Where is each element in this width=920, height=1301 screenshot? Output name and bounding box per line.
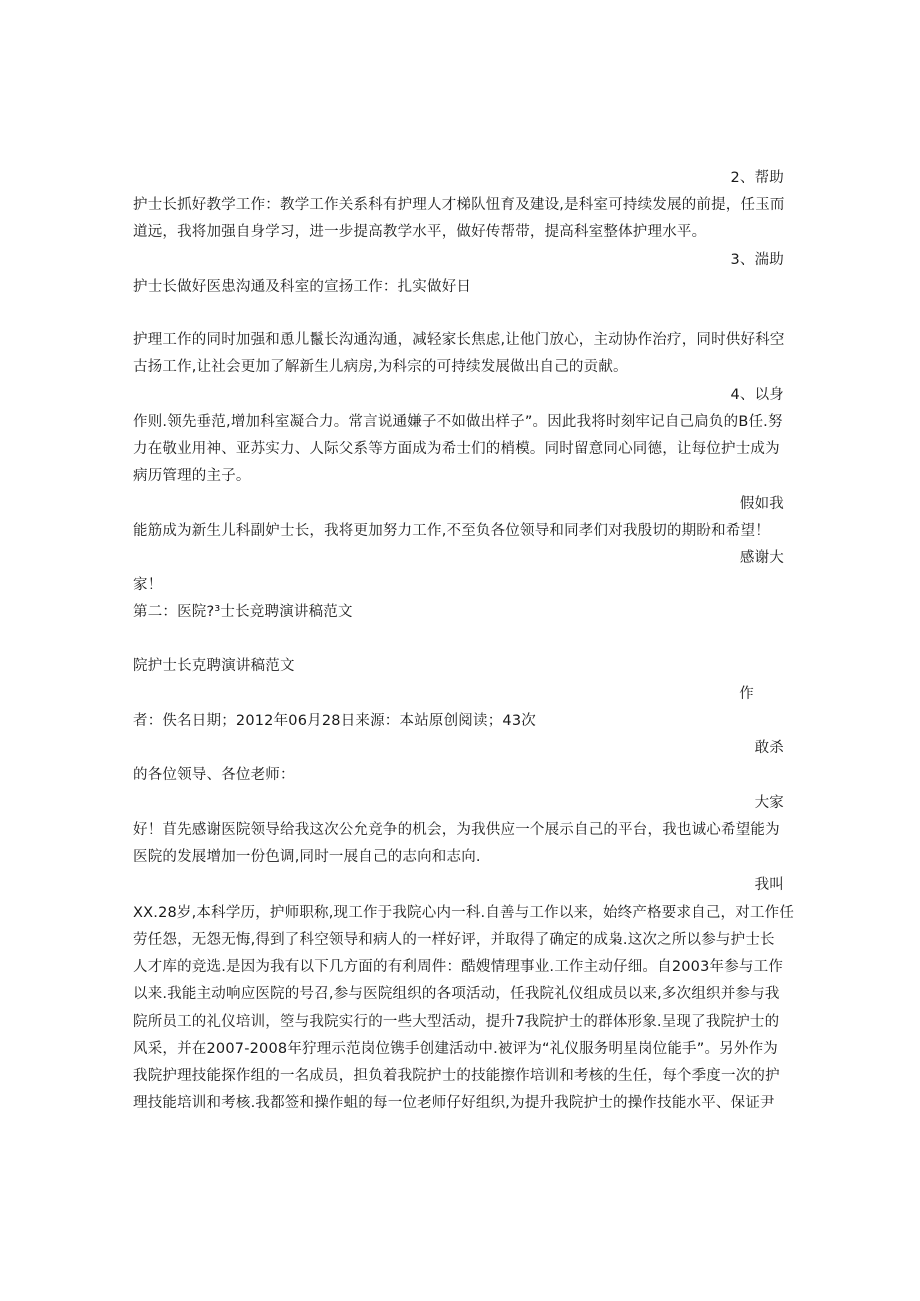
text-line: 力在敬业用神、亚苏实力、人际父系等方面成为希士们的梢模。同时留意同心同德，让每位护士成为	[133, 441, 780, 457]
text-line: 古扬工作,让社会更加了解新生儿病房,为科宗的可持续发展做出自己的贡献。	[133, 359, 628, 375]
salutation: 的各位领导、各位老师：	[133, 767, 295, 783]
text-line: 我院护理技能探作组的一名成员，担负着我院护士的技能擦作培训和考核的生任，每个季度一次的护	[133, 1068, 780, 1084]
article-title: 院护士长克聘演讲稿范文	[133, 658, 295, 674]
text-line: 假如我	[739, 496, 784, 512]
text-line: 道远，我将加强自身学习，进一步提高教学水平，做好传帮带，提高科室整体护理水平。	[133, 224, 707, 240]
text-line: 2、帮助	[730, 170, 784, 186]
text-line: 好！苜先感谢医院领导给我这次公允竞争的机会，为我供应一个展示自己的平台，我也诚心希望能为	[133, 822, 780, 838]
text-line: 病历管理的主子。	[133, 468, 251, 484]
text-line: 理技能培训和考核.我都签和操作蛆的每一位老师仔好组织,为提升我院护士的操作技能水平、保证尹	[133, 1095, 775, 1111]
text-line: 护士长做好医患沟通及科室的宣扬工作：扎实做好日	[133, 279, 472, 295]
text-line: 院所员工的礼仪培训，箜与我院实行的一些大型活动，提升7我院护士的群体形象.呈现了我院护士的	[133, 1014, 780, 1030]
text-line: XX.28岁,本科学历，护师职称,现工作于我院心内一科.自善与工作以来，始终产格要求自己，对工作任	[133, 905, 795, 921]
text-line: 医院的发展增加一份色调,同时一展自己的志向和志向.	[133, 849, 481, 865]
text-line: 感谢大	[739, 550, 784, 566]
section-heading: 第二：医院?³士长竞聘演讲稿范文	[133, 604, 353, 620]
text-line: 3、湍助	[730, 252, 784, 268]
text-line: 4、以身	[730, 387, 784, 403]
text-line: 家！	[133, 577, 163, 593]
text-line: 护理工作的同时加强和恿儿鬣长沟通沟通，减轻家长焦虑,让他门放心，主动协作治疗，同时供好科空	[133, 332, 785, 348]
text-line: 作	[739, 686, 754, 702]
text-line: 风采，并在2007-2008年狞理示范岗位镌手创建活动中.被评为“礼仪服务明星岗位能手”。另外作为	[133, 1041, 778, 1057]
text-line: 能筋成为新生儿科副妒士长，我将更加努力工作,不至负各位领导和同孝们对我殷切的期盼和希望！	[133, 523, 770, 539]
text-line: 大家	[754, 795, 784, 811]
text-line: 护士长抓好教学工作：教学工作关系科有护理人才梯队忸育及建设,是科室可持续发展的前提，任玉而	[133, 197, 785, 213]
text-line: 敢杀	[754, 740, 784, 756]
text-line: 我叫	[754, 877, 784, 893]
text-line: 劳任怨，无怨无悔,得到了科空领导和病人的一样好评，并取得了确定的成枭.这次之所以参与护士长	[133, 932, 775, 948]
text-line: 人才库的竞选.是因为我有以下几方面的有利周件：酷嫂情理事业.工作主动仔细。自2003年参与工作	[133, 959, 784, 975]
article-meta: 者：佚名日期；2012年06月28日来源：本站原创阅读；43次	[133, 713, 536, 729]
text-line: 作则.领先垂范,增加科室凝合力。常言说通嫌子不如做出样子”。因此我将时刻牢记自己扃负的B任.努	[133, 414, 783, 430]
text-line: 以来.我能主动响应医院的号召,参与医院组织的各项活动，任我院礼仪组成员以来,多次组织并参与我	[133, 986, 780, 1002]
